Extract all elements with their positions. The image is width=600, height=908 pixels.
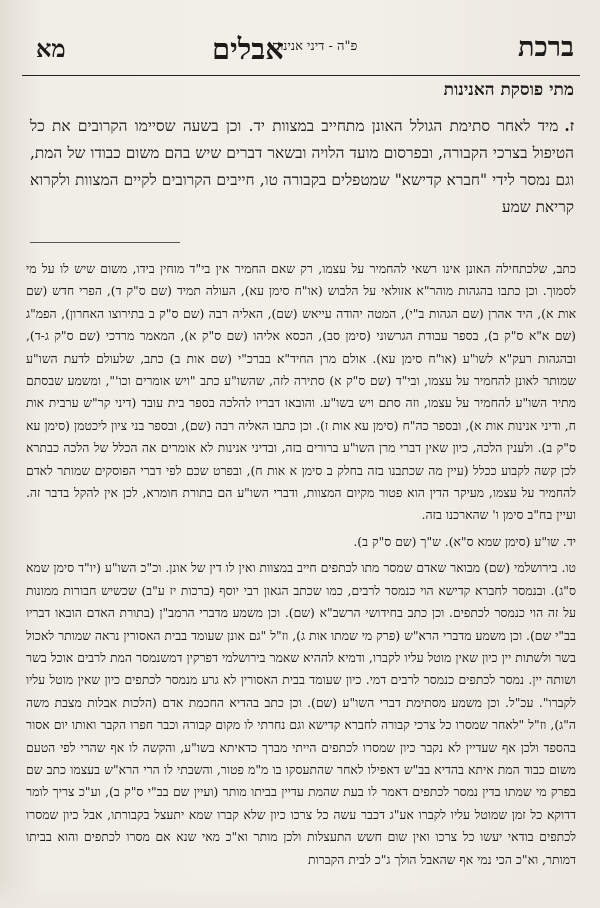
header-rule xyxy=(22,75,580,76)
footnotes xyxy=(26,258,576,871)
chapter-label: פ"ה - דיני אנינות xyxy=(272,39,358,54)
footnote: יד. שו"ע (סימן שמא ס"א). ש"ך (שם ס"ק ב). xyxy=(353,534,576,549)
page-number: מא xyxy=(36,34,66,63)
section-title: אבלים xyxy=(212,32,284,66)
paragraph-number: ז. xyxy=(564,117,574,135)
footnote-separator xyxy=(30,242,180,243)
section-heading: מתי פוסקת האנינות xyxy=(443,80,574,100)
main-paragraph xyxy=(30,113,574,221)
page-bottom-shade xyxy=(0,878,600,908)
paragraph-text: מיד לאחר סתימת הגולל האונן מתחייב במצוות יד. וכן בשעה שסיימו הקרובים את כל הטיפול בצרכי הקבורה, ובפרסום מועד הלויה ובשאר דברים שיש בהם משום כבודו של המת, וגם נמסר לידי "חברא קדישא" שמטפלים בקבורה טו, חייבים הקרובים לקיים המצוות ולקרוא קריאת שמע xyxy=(30,117,574,216)
book-title: ברכת xyxy=(518,32,574,63)
running-header xyxy=(22,26,580,74)
footnote: כתב, שלכתחילה האונן אינו רשאי להחמיר על עצמו, רק שאם החמיר אין בי"ד מוחין בידו, משום שיש לו על מי לסמוך. וכן כתבו בהגהות מוהר"א אזולאי על הלבוש (או"ח סימן עא), העולה תמיד (שם ס"ק ד), הפרי חדש (שם אות א), היד אהרן (שם הגהות ב"י), המטה יהודה עייאש (שם), האליה רבה (שם ס"ק ב בתירוצו האחרון), הפמ"ג (שם א"א ס"ק ב), בספר עבודת הגרשוני (סימן סב), הכסא אליהו (שם ס"ק א), המאמר מרדכי (שם ס"ק ג-ד), ובהגהות רעק"א לשו"ע (או"ח סימן עא). אולם מרן החיד"א בברכ"י (שם אות ב) כתב, שלעולם לדעת השו"ע שמותר לאונן להחמיר על עצמו, ובי"ד (שם ס"ק א) סתירה לזה, שהשו"ע כתב "ויש אומרים וכו'", ומשמע שבסתם מתיר השו"ע להחמיר על עצמו, וזה סתם ויש בשו"ע. והובאו דבריו להלכה בספר בית עובד (דיני קר"ש ערבית אות ח, ודיני אנינות אות א), ובספר כה"ח (סימן עא אות ז). וכן כתבו האליה רבה (שם), ובספר בני ציון ליכטמן (סימן עא ס"ק ב). ולענין הלכה, כיון שאין דברי מרן השו"ע ברורים בזה, ובדיני אנינות לא אומרים אה הכלל של הלכה כבתרא לכן קשה לקבוע ככלל (עיין מה שכתבנו בזה בחלק ב סימן א אות ח), ובפרט שכם לפי דברי הפוסקים שמותר לאדם להחמיר על עצמו, מעיקר הדין הוא פטור מקיום המצוות, ודברי השו"ע הם בתורת חומרא, לכן אין להקל בדבר זה. ועיין בח"ב סימן ו' שהארכנו בזה. xyxy=(26,262,576,523)
footnote: טו. בירושלמי (שם) מבואר שאדם שמסר מתו לכתפים חייב במצוות ואין לו דין של אונן. וכ"כ השו"ע (יו"ד סימן שמא ס"ג). ובנמסר לחברא קדישא הוי כנמסר לרבים, כמו שכתב הגאון רבי יוסף (ברכות יז ע"ב) שכשיש חבורות ממונות על זה הוי כנמסר לכתפים. וכן כתב בחידושי הרשב"א (שם). וכן משמע מדברי הרמב"ן (בתורת האדם הובאו דבריו בב"י שם). וכן משמע מדברי הרא"ש (פרק מי שמתו אות ג), וז"ל "גם אונן שעומד בבית האסורין נראה שמותר לאכול בשר ולשתות יין כיון שאין מוטל עליו לקברו, ודמיא לההיא שאמר בירושלמי דפרקין דמשנמסר המת לרבים אוכל בשר ושותה יין. נמסר לכתפים כנמסר לרבים דמי. כיון שעומד בבית האסורין לא גרע מנמסר לכתפים כיון שאין מוטל עליו לקברו". עכ"ל. וכן משמע מסתימת דברי השו"ע (שם). וכן כתב בהדיא החכמת אדם (הלכות אבלות מצבת משה ה"ג), וז"ל "לאחר שמסרו כל צרכי קבורה לחברא קדישא וגם נחרתי לו מקום קבורה וכבר חפרו הקבר ואותו יום אסור בהספד ולכן אף שעדיין לא נקבר כיון שמסרו לכתפים הייתי מברך כדאיתא בשו"ע, והקשה לו אף שהרי לפי הטעם משום כבוד המת איתא בהדיא בב"ש דאפילו לאחר שהתעסקו בו מ"מ פטור, והשבתי לו הרי הרא"ש בעצמו כתב שם בפרק מי שמתו בדין נמסר לכתפים דאמר לו בעת שהמת עדיין בביתו מותר (ועיין שם בב"י ס"ק ב), וע"כ צריך לומר דדוקא כל זמן שמוטל עליו לקברו אע"ג דכבר עשה כל צרכו כיון שלא קברו שמא יתעצל בקבורתו, אבל כיון שמסרו לכתפים בודאי יעשו כל צרכו ואין שום חשש התעצלות ולכן מותר וא"כ מאי שנא אם מסרו לכתפים והוא בביתו דמותר, וא"כ הכי נמי אף שהאבל הולך ג"כ לבית הקברות xyxy=(26,561,576,867)
